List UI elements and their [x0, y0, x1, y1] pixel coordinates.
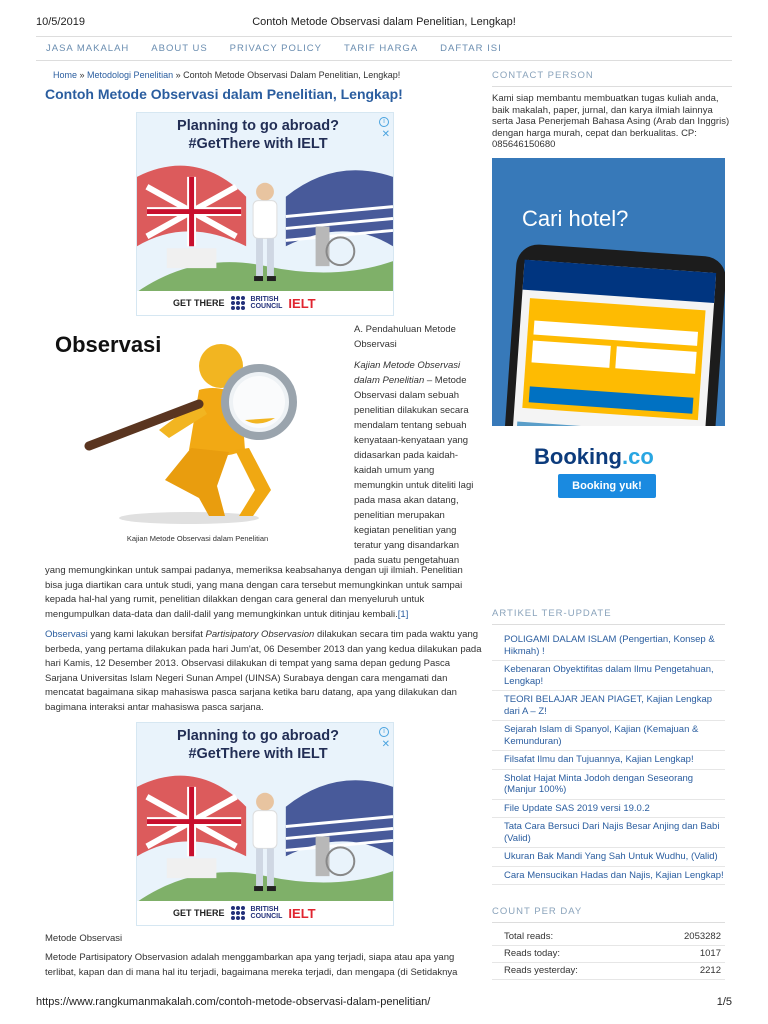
- updates-title: ARTIKEL TER-UPDATE: [492, 608, 725, 625]
- print-title: Contoh Metode Observasi dalam Penelitian, Lengkap!: [252, 16, 516, 28]
- intro-side-text: [354, 322, 482, 574]
- observasi-word: Observasi: [55, 332, 162, 357]
- update-link[interactable]: Sejarah Islam di Spanyol, Kajian (Kemajuan & Kemunduran): [492, 721, 725, 751]
- ad-footer: [137, 901, 393, 925]
- body-paragraph-1: yang memungkinkan untuk sampai padanya, memeriksa keabsahanya dengan uji ilmiah. Penelitian bisa juga diartikan cara untuk studi, yang mana dengan cara tersebut memungkinkan untuk sampai kepada hal-hal yang rumit, penelitian dilakkan dengan cara general dan menyeluruh untuk mengumpulkan data-data dan dalil-dalil yang memungkinkan untuk ditinjau kembali.[1]: [45, 565, 463, 620]
- figure-caption: Kajian Metode Observasi dalam Penelitian: [126, 534, 269, 543]
- ad-headline: Planning to go abroad? #GetThere with IELT: [177, 118, 339, 152]
- close-icon[interactable]: ✕: [381, 129, 390, 140]
- british-council-text: BRITISH COUNCIL: [250, 906, 283, 920]
- contact-person-text: Kami siap membantu membuatkan tugas kuliah anda, baik makalah, paper, jurnal, dan karya ilmiah lainnya serta Jasa Penerjemah Bahasa Asing (Arab dan Inggris) dengan harga murah, cepat dan berkualitas. CP: 085646150680: [492, 93, 730, 150]
- update-link[interactable]: Tata Cara Bersuci Dari Najis Besar Anjing dan Babi (Valid): [492, 818, 725, 848]
- observasi-illustration: [49, 330, 346, 530]
- british-council-logo-icon: [231, 296, 245, 310]
- close-icon[interactable]: ✕: [381, 739, 390, 750]
- nav-privacy-policy[interactable]: PRIVACY POLICY: [229, 43, 322, 54]
- print-url: https://www.rangkumanmakalah.com/contoh-metode-observasi-dalam-penelitian/: [36, 996, 431, 1008]
- body-paragraph-2: Observasi yang kami lakukan bersifat Partisipatory Observasion dilakukan secara tim pada waktu yang berbeda, yang pertama dilakukan pada hari Jum'at, 06 Desember 2013 dan yang kedua dilakukan pada hari Kamis, 12 Desember 2013. Observasi dilakukan di tempat yang sama depan gedung Pasca Sarjana Universitas Islam Negeri Sunan Ampel (UINSA) Surabaya dengan cara mengamati dan mencatat bagaimana sikap mahasiswa pasca sarjana ketika baru datang, apa yang dilakukan dan bagimana interaksi antar mahasiswa pasca sarjana.: [45, 629, 482, 713]
- booking-ad-footer: [492, 426, 725, 510]
- count-row: Reads yesterday: 2212: [492, 963, 725, 980]
- update-link[interactable]: Sholat Hajat Minta Jodoh dengan Seseorang (Manjur 100%): [492, 770, 725, 800]
- breadcrumb-home[interactable]: Home: [53, 70, 78, 80]
- updates-widget: [492, 608, 725, 885]
- booking-headline: Cari hotel?: [522, 206, 629, 231]
- section-heading: A. Pendahuluan Metode Observasi: [354, 324, 456, 350]
- ielts-ad-top[interactable]: [136, 112, 394, 316]
- breadcrumb-category[interactable]: Metodologi Penelitian: [87, 70, 174, 80]
- update-link[interactable]: Cara Mensucikan Hadas dan Najis, Kajian Lengkap!: [492, 867, 725, 886]
- print-date: 10/5/2019: [36, 16, 85, 28]
- breadcrumb-sep: »: [173, 70, 184, 80]
- phone-illustration: [492, 158, 725, 428]
- update-link[interactable]: Filsafat Ilmu dan Tujuannya, Kajian Lengkap!: [492, 751, 725, 770]
- booking-yuk-button[interactable]: Booking yuk!: [558, 474, 656, 498]
- ielts-ad-middle[interactable]: [136, 722, 394, 926]
- breadcrumb-current: Contoh Metode Observasi Dalam Penelitian, Lengkap!: [183, 70, 401, 80]
- nav-tarif-harga[interactable]: TARIF HARGA: [344, 43, 419, 54]
- body-paragraph-3: Metode Observasi: [45, 933, 123, 944]
- ad-illustration: [137, 157, 393, 292]
- intro-paragraph: Kajian Metode Observasi dalam Penelitian – Metode Observasi dalam sebuah penelitian dilakukan secara mendalam tentang sebuah kenyataan-kenyataan yang didasarkan pada kaidah-kaidah umum yang memungkin untuk diteliti lagi pada masa akan datang, penelitian merupakan kegiatan penelitian yang teratur yang disandarkan pada suatu pengetahuan: [354, 360, 474, 566]
- update-link[interactable]: POLIGAMI DALAM ISLAM (Pengertian, Konsep & Hikmah) !: [492, 631, 725, 661]
- main-content: [45, 70, 481, 102]
- update-link[interactable]: Kebenaran Obyektifitas dalam Ilmu Pengetahuan, Lengkap!: [492, 661, 725, 691]
- nav-jasa-makalah[interactable]: JASA MAKALAH: [46, 43, 130, 54]
- ad-get-there: GET THERE: [173, 298, 225, 308]
- count-table: [492, 929, 725, 980]
- sidebar: [492, 70, 732, 976]
- british-council-logo-icon: [231, 906, 245, 920]
- breadcrumb-sep: »: [77, 70, 88, 80]
- booking-ad[interactable]: [492, 158, 725, 510]
- ad-choices-icon[interactable]: i: [379, 117, 389, 127]
- british-council-text: BRITISH COUNCIL: [250, 296, 283, 310]
- nav-about-us[interactable]: ABOUT US: [151, 43, 208, 54]
- footnote-link[interactable]: [1]: [397, 608, 409, 620]
- contact-person-title: CONTACT PERSON: [492, 70, 732, 87]
- count-row: Total reads: 2053282: [492, 929, 725, 946]
- body-paragraph-4: Metode Partisipatory Observasion adalah menggambarkan apa yang terjadi, siapa atau apa yang terlibat, kapan dan di mana hal itu terjadi, bagaimana mereka terjadi, dan mengapa (di Setidaknya: [45, 952, 458, 978]
- ielts-brand: IELT: [288, 295, 316, 311]
- updates-list: [492, 631, 725, 885]
- breadcrumb: [53, 70, 481, 80]
- ad-illustration: [137, 767, 393, 902]
- print-header: [36, 16, 732, 30]
- count-widget: [492, 906, 725, 980]
- top-navbar: [36, 36, 732, 61]
- update-link[interactable]: Ukuran Bak Mandi Yang Sah Untuk Wudhu, (Valid): [492, 848, 725, 867]
- ad-headline: Planning to go abroad? #GetThere with IELT: [177, 728, 339, 762]
- print-page-number: 1/5: [716, 996, 732, 1008]
- observasi-figure: [49, 330, 346, 545]
- observasi-link[interactable]: Observasi: [45, 629, 88, 640]
- print-footer: [36, 996, 732, 1008]
- ielts-brand: IELT: [288, 905, 316, 921]
- booking-brand: Booking.co: [534, 444, 654, 469]
- count-row: Reads today: 1017: [492, 946, 725, 963]
- post-title: Contoh Metode Observasi dalam Penelitian, Lengkap!: [45, 86, 403, 102]
- update-link[interactable]: TEORI BELAJAR JEAN PIAGET, Kajian Lengkap dari A – Z!: [492, 691, 725, 721]
- count-title: COUNT PER DAY: [492, 906, 725, 923]
- ad-get-there: GET THERE: [173, 908, 225, 918]
- ad-footer: [137, 291, 393, 315]
- nav-daftar-isi[interactable]: DAFTAR ISI: [440, 43, 502, 54]
- ad-choices-icon[interactable]: i: [379, 727, 389, 737]
- update-link[interactable]: File Update SAS 2019 versi 19.0.2: [492, 800, 725, 819]
